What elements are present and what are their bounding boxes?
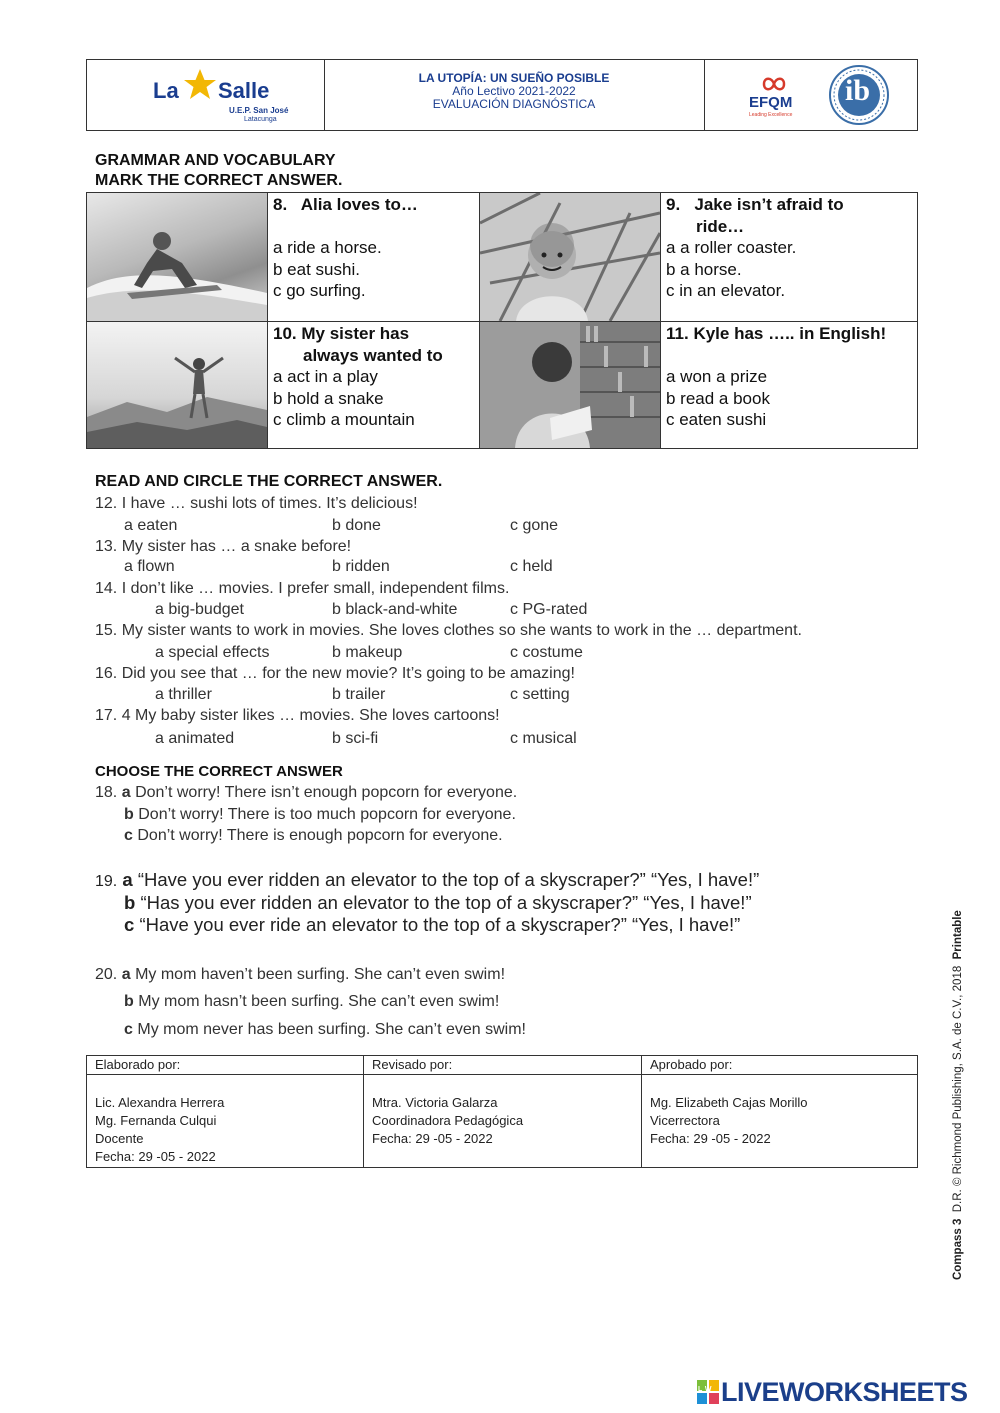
q13-option-b[interactable]: b ridden xyxy=(332,558,390,575)
q12-option-c[interactable]: c gone xyxy=(510,517,559,534)
q11-option-c[interactable]: c eaten sushi xyxy=(666,410,767,429)
brand-name: LIVEWORKSHEETS xyxy=(721,1377,968,1407)
q16-text: 16. Did you see that … for the new movie? It’s going to be amazing! xyxy=(95,665,575,682)
q19-option-c[interactable]: “Have you ever ride an elevator to the top of a skyscraper?” “Yes, I have!” xyxy=(139,914,741,935)
q11-option-a[interactable]: a won a prize xyxy=(666,367,768,386)
q15-option-b[interactable]: b makeup xyxy=(332,644,403,661)
header-title: LA UTOPÍA: UN SUEÑO POSIBLE xyxy=(418,71,610,85)
q14-text: 14. I don’t like … movies. I prefer small, independent films. xyxy=(95,580,510,597)
star-icon xyxy=(183,68,217,102)
q15-option-c[interactable]: c costume xyxy=(510,644,583,661)
q13-option-a[interactable]: a flown xyxy=(124,558,175,575)
q16-option-a[interactable]: a thriller xyxy=(155,686,212,703)
efqm-sub: Leading Excellence xyxy=(749,112,793,118)
section2-title: READ AND CIRCLE THE CORRECT ANSWER. xyxy=(95,473,443,490)
q20-option-a[interactable]: My mom haven’t been surfing. She can’t even swim! xyxy=(135,966,506,983)
q14-option-a[interactable]: a big-budget xyxy=(155,601,244,618)
signature-revisado xyxy=(364,1056,642,1167)
sidenote-compass: Compass 3 xyxy=(952,1218,964,1280)
ib-text: ib xyxy=(845,74,871,107)
aprobado-line2: Vicerrectora xyxy=(650,1113,720,1128)
q8-text: Alia loves to… xyxy=(300,195,418,214)
q8-number: 8. xyxy=(273,195,288,214)
q20-letter-a: a xyxy=(121,966,131,983)
section3-title: CHOOSE THE CORRECT ANSWER xyxy=(95,763,343,780)
q17-text: 17. 4 My baby sister likes … movies. She loves cartoons! xyxy=(95,707,500,724)
q18-letter-a: a xyxy=(121,784,131,801)
lasalle-logo xyxy=(87,60,325,130)
section1-instruction: MARK THE CORRECT ANSWER. xyxy=(95,172,343,189)
q18-row-c xyxy=(124,827,503,845)
revisado-head: Revisado por: xyxy=(364,1056,641,1075)
q20-number: 20. xyxy=(95,966,118,983)
lasalle-sub2: Latacunga xyxy=(244,116,277,123)
revisado-line1: Mtra. Victoria Galarza xyxy=(372,1095,498,1110)
aprobado-line1: Mg. Elizabeth Cajas Morillo xyxy=(650,1095,808,1110)
q11-option-b[interactable]: b read a book xyxy=(666,388,770,408)
q19-letter-a: a xyxy=(122,869,133,890)
elaborado-head: Elaborado por: xyxy=(87,1056,363,1075)
q17-option-a[interactable]: a animated xyxy=(155,730,235,747)
question-10 xyxy=(273,323,477,431)
question-8 xyxy=(273,194,473,302)
signature-table xyxy=(86,1055,918,1168)
q18-letter-b: b xyxy=(124,806,134,823)
q9-option-b[interactable]: b a horse. xyxy=(666,259,742,279)
lasalle-salle: Salle xyxy=(218,78,270,103)
question-11 xyxy=(666,323,916,431)
q20-option-b[interactable]: My mom hasn’t been surfing. She can’t even swim! xyxy=(138,993,500,1010)
q20-row-b xyxy=(124,993,499,1011)
efqm-icon xyxy=(761,74,787,94)
question-18 xyxy=(95,784,517,802)
revisado-line2: Coordinadora Pedagógica xyxy=(372,1113,524,1128)
mountain-photo xyxy=(87,322,267,448)
brand-icon-letters: LW xyxy=(698,1386,715,1393)
lasalle-la: La xyxy=(153,78,179,103)
elaborado-line4: Fecha: 29 -05 - 2022 xyxy=(95,1149,216,1164)
q19-option-a[interactable]: “Have you ever ridden an elevator to the top of a skyscraper?” “Yes, I have!” xyxy=(137,869,760,890)
accreditation-logos xyxy=(705,60,917,130)
question-9 xyxy=(666,194,914,302)
q20-letter-b: b xyxy=(124,993,134,1010)
header-year: Año Lectivo 2021-2022 xyxy=(452,84,576,98)
liveworksheets-brand[interactable] xyxy=(697,1378,997,1408)
surfing-photo xyxy=(87,193,267,321)
elaborado-line3: Docente xyxy=(95,1131,144,1146)
q9-text: Jake isn’t afraid to xyxy=(694,195,844,214)
q19-letter-b: b xyxy=(124,892,136,913)
sidenote-copy: D.R. © Richmond Publishing, S.A. de C.V., 2018 xyxy=(952,965,964,1213)
aprobado-line3: Fecha: 29 -05 - 2022 xyxy=(650,1131,771,1146)
q14-option-b[interactable]: b black-and-white xyxy=(332,601,458,618)
q18-option-c[interactable]: Don’t worry! There is enough popcorn for everyone. xyxy=(137,827,503,844)
elaborado-line1: Lic. Alexandra Herrera xyxy=(95,1095,225,1110)
q10-option-c[interactable]: c climb a mountain xyxy=(273,410,415,429)
q12-option-b[interactable]: b done xyxy=(332,517,381,534)
q9-option-a[interactable]: a a roller coaster. xyxy=(666,238,797,257)
q9-number: 9. xyxy=(666,195,681,214)
elaborado-line2: Mg. Fernanda Culqui xyxy=(95,1113,217,1128)
section1-title: GRAMMAR AND VOCABULARY xyxy=(95,152,336,169)
q18-option-a[interactable]: Don’t worry! There isn’t enough popcorn for everyone. xyxy=(135,784,518,801)
q17-option-c[interactable]: c musical xyxy=(510,730,577,747)
efqm-text: EFQM xyxy=(749,94,793,111)
q20-letter-c: c xyxy=(124,1021,133,1038)
revisado-line3: Fecha: 29 -05 - 2022 xyxy=(372,1131,493,1146)
signature-elaborado xyxy=(87,1056,364,1167)
q10-option-b[interactable]: b hold a snake xyxy=(273,388,384,408)
q16-option-b[interactable]: b trailer xyxy=(332,686,386,703)
header-eval: EVALUACIÓN DIAGNÓSTICA xyxy=(432,97,596,111)
q17-option-b[interactable]: b sci-fi xyxy=(332,730,379,747)
q13-option-c[interactable]: c held xyxy=(510,558,553,575)
q20-row-c xyxy=(124,1021,526,1039)
header-titles xyxy=(324,60,705,130)
header-box xyxy=(86,59,918,131)
reading-photo xyxy=(480,322,660,448)
q8-option-a[interactable]: a ride a horse. xyxy=(273,238,382,257)
q13-text: 13. My sister has … a snake before! xyxy=(95,538,352,555)
q11-text: Kyle has ….. in English! xyxy=(693,324,887,343)
q10-text: My sister has xyxy=(301,324,410,343)
signature-aprobado xyxy=(642,1056,917,1167)
q15-option-a[interactable]: a special effects xyxy=(155,644,270,661)
q9-text-cont: ride… xyxy=(696,216,745,236)
q19-row-b xyxy=(124,892,752,914)
q19-number: 19. xyxy=(95,873,118,890)
q8-option-c[interactable]: c go surfing. xyxy=(273,281,366,300)
q11-number: 11. xyxy=(666,324,689,343)
q19-letter-c: c xyxy=(124,914,135,935)
q16-option-c[interactable]: c setting xyxy=(510,686,570,703)
q14-option-c[interactable]: c PG-rated xyxy=(510,601,588,618)
q10-option-a[interactable]: a act in a play xyxy=(273,367,378,386)
q10-text-cont: always wanted to xyxy=(303,345,443,365)
q19-option-b[interactable]: “Has you ever ridden an elevator to the top of a skyscraper?” “Yes, I have!” xyxy=(140,892,752,913)
question-19 xyxy=(95,869,759,891)
q8-option-b[interactable]: b eat sushi. xyxy=(273,259,360,279)
q18-row-b xyxy=(124,806,516,824)
question-20 xyxy=(95,966,505,984)
q18-option-b[interactable]: Don’t worry! There is too much popcorn for everyone. xyxy=(138,806,516,823)
aprobado-head: Aprobado por: xyxy=(642,1056,917,1075)
q9-option-c[interactable]: c in an elevator. xyxy=(666,281,786,300)
q12-option-a[interactable]: a eaten xyxy=(124,517,178,534)
roller-coaster-photo xyxy=(480,193,660,321)
quiz-grid xyxy=(86,192,918,449)
q10-number: 10. xyxy=(273,324,297,343)
q12-text: 12. I have … sushi lots of times. It’s delicious! xyxy=(95,495,418,512)
q20-option-c[interactable]: My mom never has been surfing. She can’t even swim! xyxy=(137,1021,526,1038)
q18-letter-c: c xyxy=(124,827,133,844)
lasalle-sub1: U.E.P. San José xyxy=(229,106,289,115)
copyright-sidenote xyxy=(952,910,964,1280)
q15-text: 15. My sister wants to work in movies. She loves clothes so she wants to work in the … department. xyxy=(95,622,802,639)
sidenote-printable: Printable xyxy=(952,910,964,960)
q19-row-c xyxy=(124,914,740,936)
q18-number: 18. xyxy=(95,784,118,801)
